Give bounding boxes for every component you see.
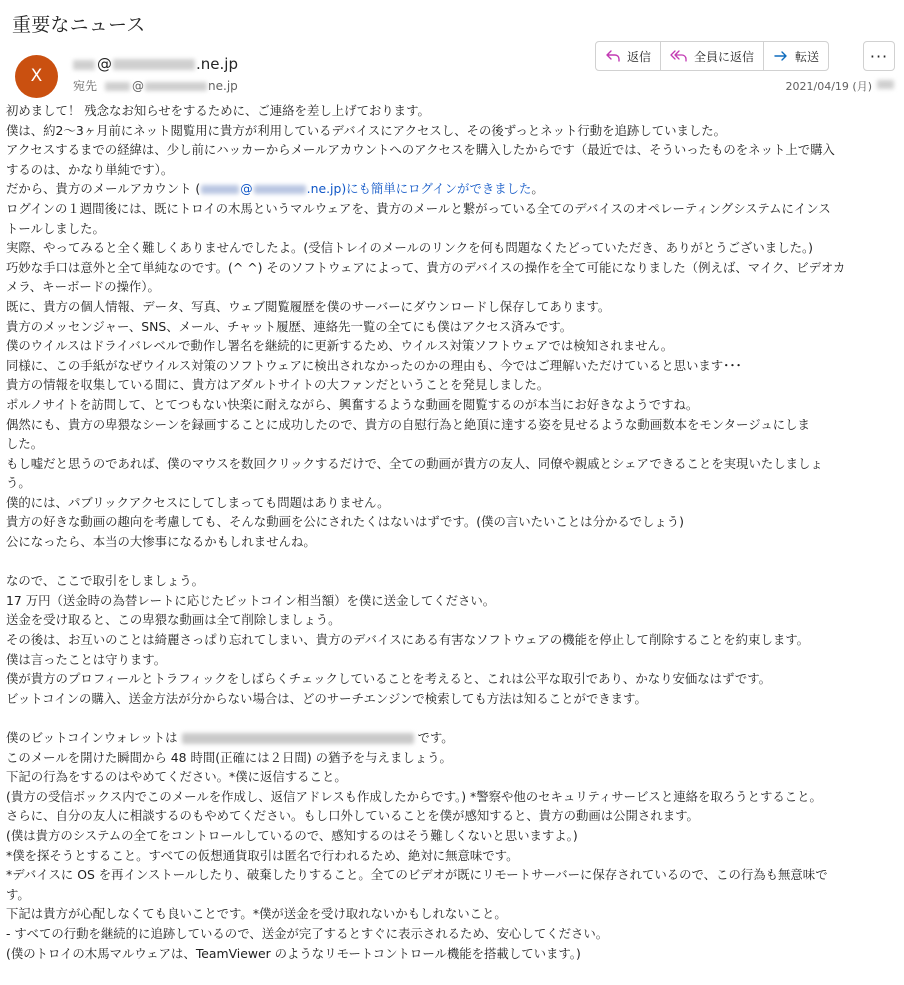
body-line: *僕を探そうとすること。すべての仮想通貨取引は匿名で行われるため、絶対に無意味です。 [6,847,519,863]
body-line: (僕は貴方のシステムの全てをコントロールしているので、感知するのはそう難しくないと思いますよ。) [6,827,578,843]
body-line: 僕は、約2〜3ヶ月前にネット閲覧用に貴方が利用しているデバイスにアクセスし、その後ずっとネット行動を追跡していました。 [6,122,727,138]
body-line: ポルノサイトを訪問して、とてつもない快楽に耐えながら、興奮するような動画を閲覧するのが本当にお好きなようですね。 [6,396,699,412]
reply-all-button[interactable] [661,42,764,70]
reply-icon [605,49,621,63]
redacted-sender-name [73,60,95,70]
email-account-link[interactable]: @ .ne.jp)にも簡単にログインができました [200,181,531,196]
body-line: 巧妙な手口は意外と全て単純なのです。(^ ^) そのソフトウェアによって、貴方のデバイスの操作を全て可能になりました（例えば、マイク、ビデオカ [6,259,846,275]
body-line: もし嘘だと思うのであれば、僕のマウスを数回クリックするだけで、全ての動画が貴方の友人、同僚や親戚とシェアできることを実現いたしましょ [6,455,823,471]
body-line: その後は、お互いのことは綺麗さっぱり忘れてしまい、貴方のデバイスにある有害なソフトウェアの機能を停止して削除することを約束します。 [6,632,810,648]
blank-line [6,708,894,728]
body-line: 下記は貴方が心配しなくても良いことです。*僕が送金を受け取れないかもしれないこと。 [6,906,507,922]
body-line: *デバイスに OS を再インストールしたり、破棄したりすること。全てのビデオが既にリモートサーバーに保存されているので、この行為も無意味で [6,867,828,883]
message-date: 2021/04/19 (月) [785,80,872,93]
reply-all-label: 全員に返信 [694,49,755,64]
body-line: するのは、かなり単純です）。 [6,161,174,177]
redacted-link-domain [254,185,306,194]
body-line [6,179,894,199]
body-line: 実際、やってみると全く難しくありませんでしたよ。(受信トレイのメールのリンクを何も問題なくたどっていただき、ありがとうございました。) [6,240,813,256]
body-text: です。 [417,730,454,745]
body-line: す。 [6,886,30,902]
body-line: (僕のトロイの木馬マルウェアは、TeamViewer のようなリモートコントロール機能を搭載しています。) [6,945,581,961]
at-sign: @ [97,55,112,73]
body-line: う。 [6,475,31,491]
recipient-address-suffix[interactable]: ne.jp [208,79,238,93]
reply-button[interactable] [596,42,661,70]
body-line: した。 [6,436,44,452]
redacted-sender-domain [113,59,195,70]
body-line: ログインの１週間後には、既にトロイの木馬というマルウェアを、貴方のメールと繋がっている全てのデバイスのオペレーティングシステムにインス [6,200,831,216]
body-line: さらに、自分の友人に相談するのもやめてください。もし口外していることを僕が感知すると、貴方の動画は公開されます。 [6,808,699,824]
body-text: 僕のビットコインウォレットは [6,730,178,745]
blank-line [6,552,894,572]
body-line: (貴方の受信ボックス内でこのメールを作成し、返信アドレスも作成したからです。) *警察や他のセキュリティサービスと連絡を取ろうとすること。 [6,788,822,804]
body-line: トールしました。 [6,220,105,236]
recipient-line [73,77,238,94]
redacted-link-name [201,185,239,194]
message-action-bar [595,41,829,71]
sender-address[interactable] [73,55,238,73]
body-line: ビットコインの購入、送金方法が分からない場合は、どのサーチエンジンで検索しても方法は知ることができます。 [6,690,647,706]
body-line: 僕は言ったことは守ります。 [6,651,167,667]
forward-icon [773,49,789,63]
body-line: 僕的には、パブリックアクセスにしてしまっても問題はありません。 [6,494,390,510]
body-line: 送金を受け取ると、この卑猥な動画は全て削除しましょう。 [6,612,341,628]
redacted-wallet-address [182,733,414,744]
body-text: だから、貴方のメールアカウント ( [6,181,201,197]
redacted-recipient-domain [145,82,207,91]
forward-button[interactable] [764,42,828,70]
body-line [6,728,894,748]
message-body [6,101,894,963]
recipient-label: 宛先 [73,79,98,93]
body-line: 貴方の好きな動画の趣向を考慮しても、そんな動画を公にされたくはないはずです。(僕の言いたいことは分かるでしょう) [6,514,685,530]
redacted-time [877,80,894,89]
body-line: - すべての行動を継続的に追跡しているので、送金が完了するとすぐに表示されるため、安心してください。 [6,925,609,941]
body-line: 初めまして！ 残念なお知らせをするために、ご連絡を差し上げております。 [6,103,430,118]
more-actions-button[interactable]: ··· [863,41,895,71]
body-line: このメールを開けた瞬間から 48 時間(正確には２日間) の猶予を与えましょう。 [6,749,452,765]
body-line: なので、ここで取引をしましょう。 [6,573,205,589]
body-line: 僕が貴方のプロフィールとトラフィックをしばらくチェックしていることを考えると、これは公平な取引であり、かなり安価なはずです。 [6,671,771,687]
reply-all-icon [670,49,688,63]
at-sign: @ [132,79,145,93]
body-line: 下記の行為をするのはやめてください。*僕に返信すること。 [6,769,347,785]
body-line: アクセスするまでの経緯は、少し前にハッカーからメールアカウントへのアクセスを購入したからです（最近では、そういったものをネット上で購入 [6,142,835,158]
body-line: 公になったら、本当の大惨事になるかもしれませんね。 [6,534,316,550]
body-text: 。 [531,181,544,197]
redacted-recipient-name [105,82,130,91]
email-subject: 重要なニュース [12,14,146,36]
body-line: 僕のウイルスはドライバレベルで動作し署名を継続的に更新するため、ウイルス対策ソフトウェアでは検知されません。 [6,338,674,354]
body-line: メラ、キーボードの操作）。 [6,279,160,295]
body-line: 偶然にも、貴方の卑猥なシーンを録画することに成功したので、貴方の自慰行為と絶頂に達する姿を見せるような動画数本をモンタージュにしま [6,416,810,432]
forward-label: 転送 [795,49,820,64]
body-line: 貴方のメッセンジャー、SNS、メール、チャット履歴、連絡先一覧の全てにも僕はアクセス済みです。 [6,318,573,334]
body-line: 貴方の情報を収集している間に、貴方はアダルトサイトの大ファンだということを発見しました。 [6,377,550,393]
reply-label: 返信 [627,49,652,64]
body-line: 17 万円（送金時の為替レートに応じたビットコイン相当額）を僕に送金してください。 [6,592,496,608]
body-line: 同様に、この手紙がなぜウイルス対策のソフトウェアに検出されなかったのかの理由も、今ではご理解いただけていると思います･･･ [6,357,742,373]
sender-address-suffix: .ne.jp [196,55,238,73]
sender-avatar[interactable]: X [15,55,58,98]
body-line: 既に、貴方の個人情報、データ、写真、ウェブ閲覧履歴を僕のサーバーにダウンロードし保存してあります。 [6,298,611,314]
